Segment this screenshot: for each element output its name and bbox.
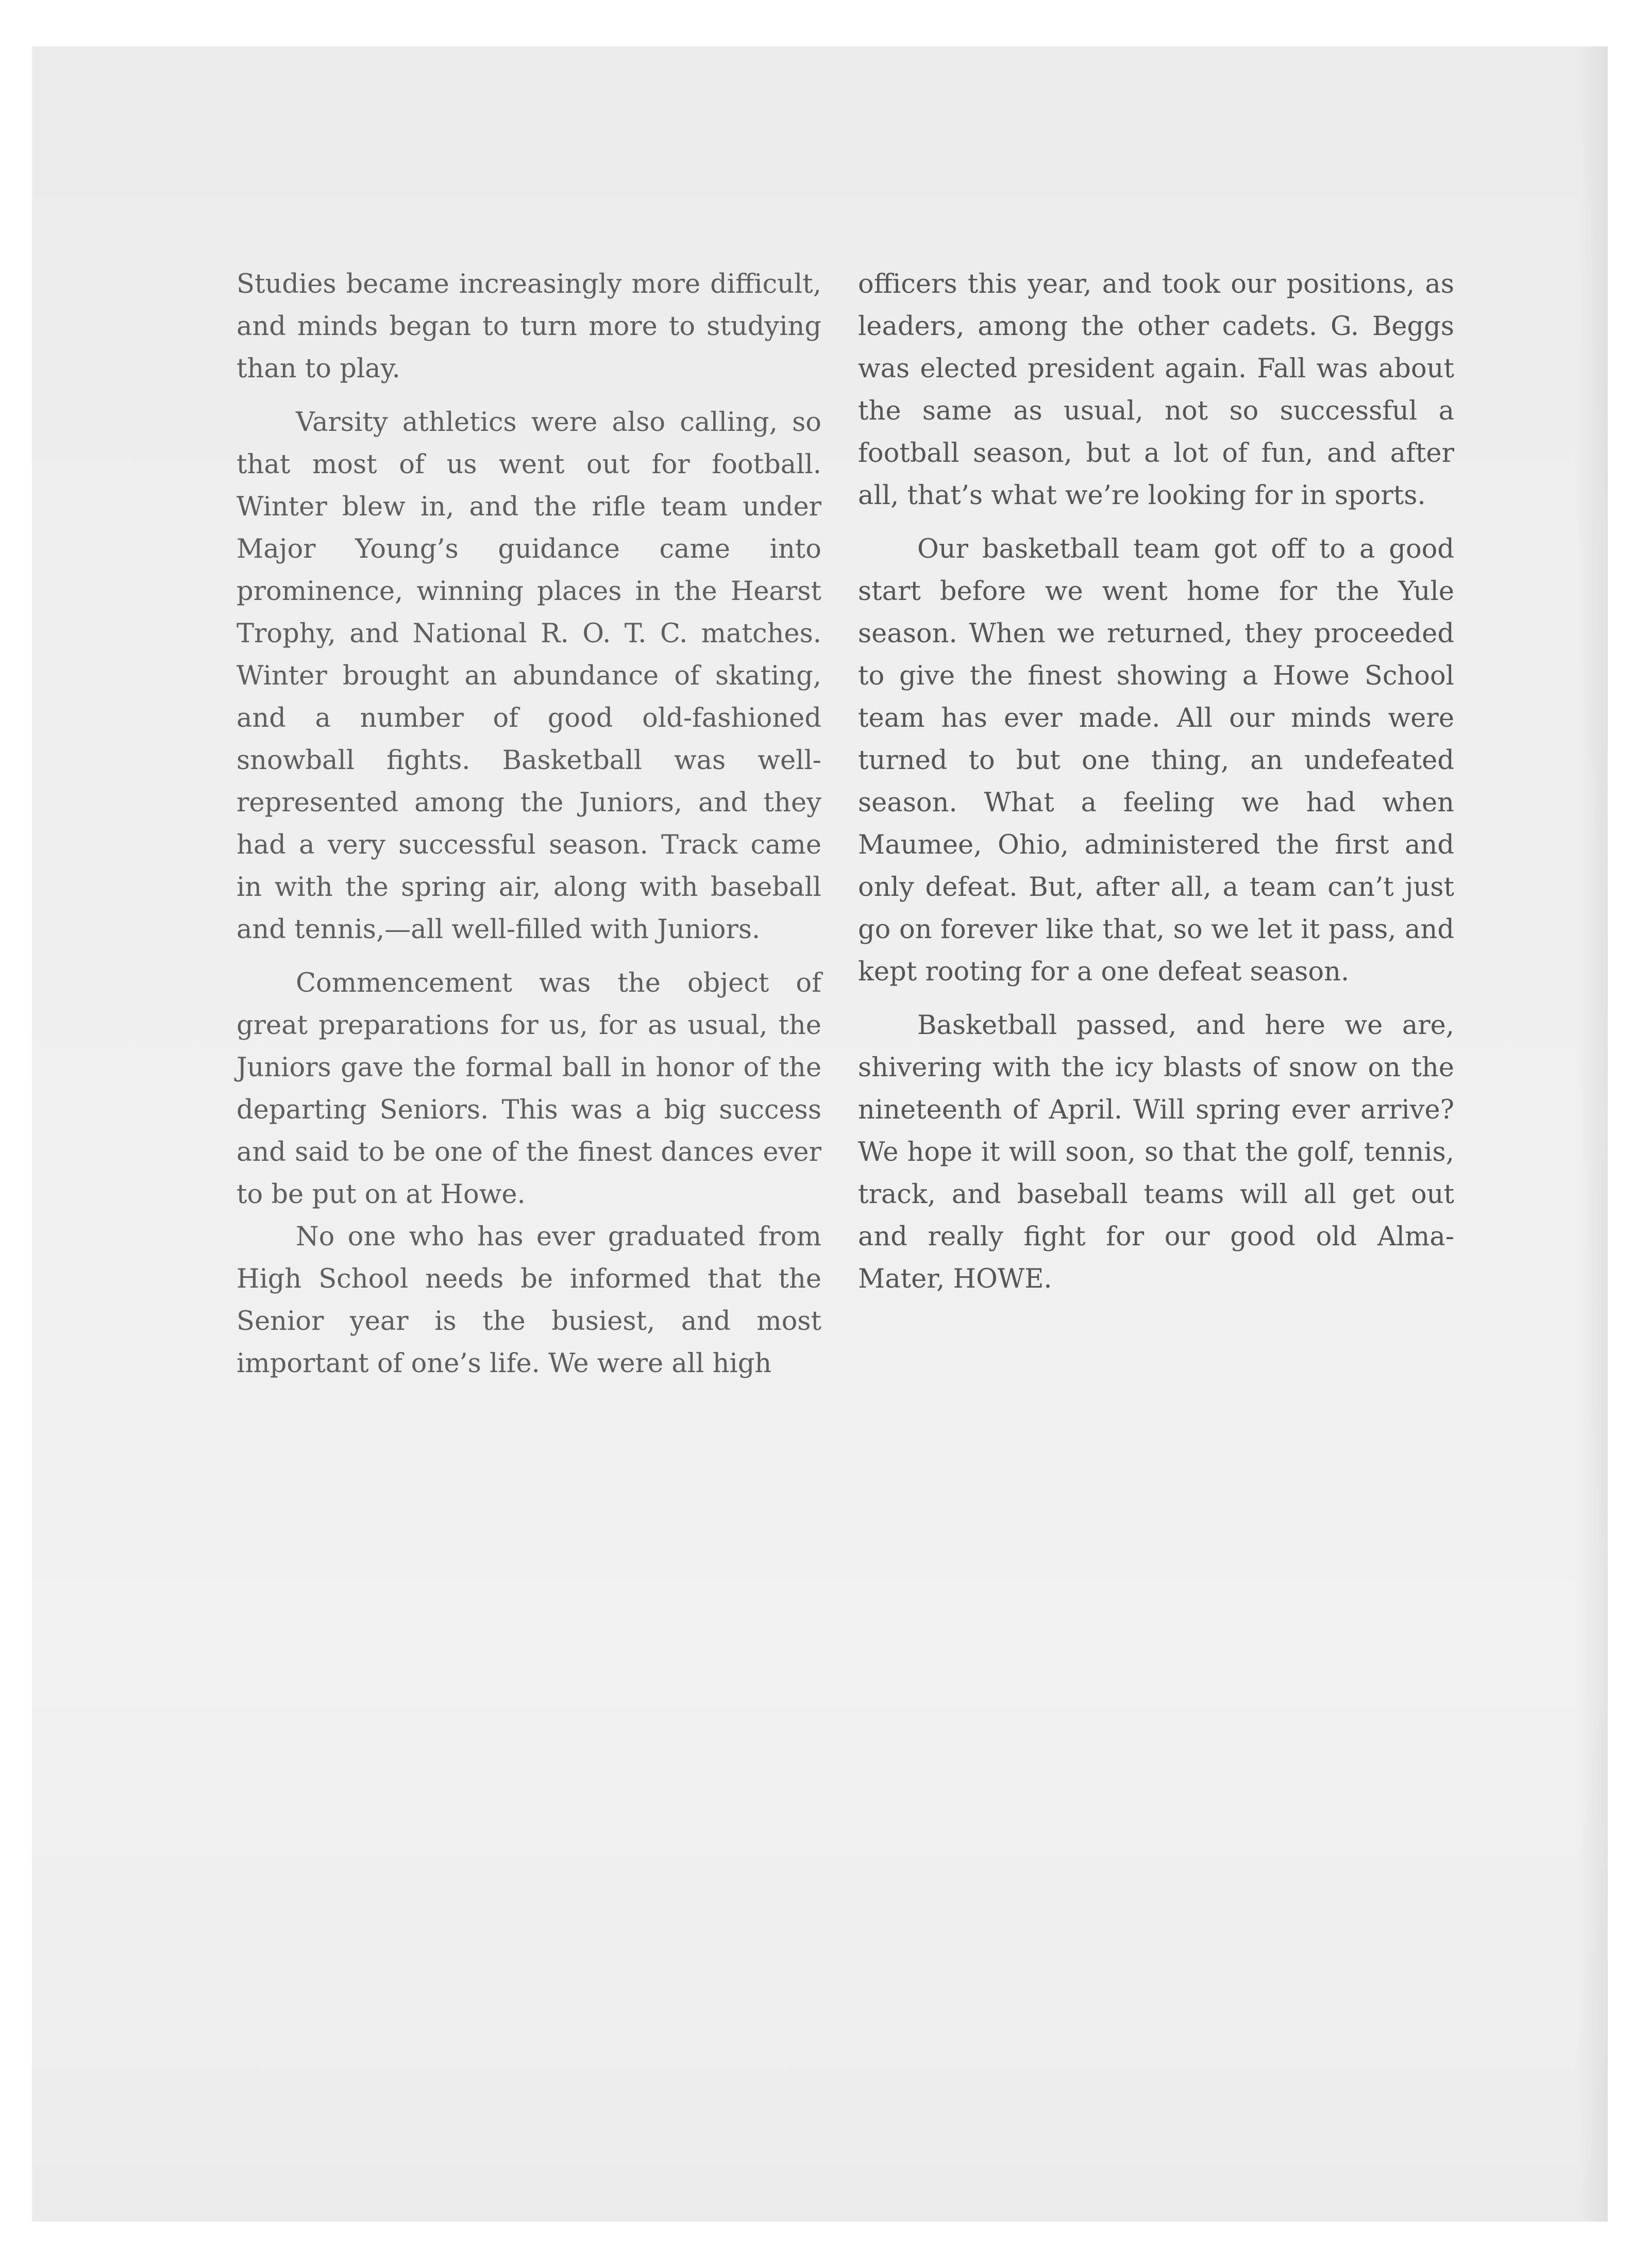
text-column-left [237,263,821,1385]
paragraph: Varsity athletics were also calling, so that most of us went out for football. Winter blew in, and the rifle team under Major Young’s guidance came into prominence, winning places in the Hearst Trophy, and National R. O. T. C. matches. Winter brought an abundance of skating, and a number of good old-fashioned snowball fights. Basketball was well-represented among the Juniors, and they had a very successful season. Track came in with the spring air, along with baseball and tennis,—all well-filled with Juniors. [237,407,821,945]
paragraph: Commencement was the object of great preparations for us, for as usual, the Juniors gave the formal ball in honor of the departing Seniors. This was a big success and said to be one of the finest dances ever to be put on at Howe. [237,968,821,1210]
scanned-page [32,46,1608,2222]
paragraph: No one who has ever graduated from High School needs be informed that the Senior year is the busiest, and most important of one’s life. We were all high [237,1222,821,1379]
text-column-right [858,263,1454,1300]
paragraph: officers this year, and took our positions, as leaders, among the other cadets. G. Beggs was elected president again. Fall was about the same as usual, not so successful a football season, but a lot of fun, and after all, that’s what we’re looking for in sports. [858,269,1454,511]
paragraph: Our basketball team got off to a good start before we went home for the Yule season. When we returned, they proceeded to give the finest showing a Howe School team has ever made. All our minds were turned to but one thing, an undefeated season. What a feeling we had when Maumee, Ohio, administered the first and only defeat. But, after all, a team can’t just go on forever like that, so we let it pass, and kept rooting for a one defeat season. [858,534,1454,987]
paragraph: Studies became increasingly more difficult, and minds began to turn more to studying than to play. [237,269,821,384]
page-edge-shadow [1577,46,1608,2222]
paragraph: Basketball passed, and here we are, shivering with the icy blasts of snow on the nineteenth of April. Will spring ever arrive? We hope it will soon, so that the golf, tennis, track, and baseball teams will all get out and really fight for our good old Alma-Mater, HOWE. [858,1010,1454,1294]
